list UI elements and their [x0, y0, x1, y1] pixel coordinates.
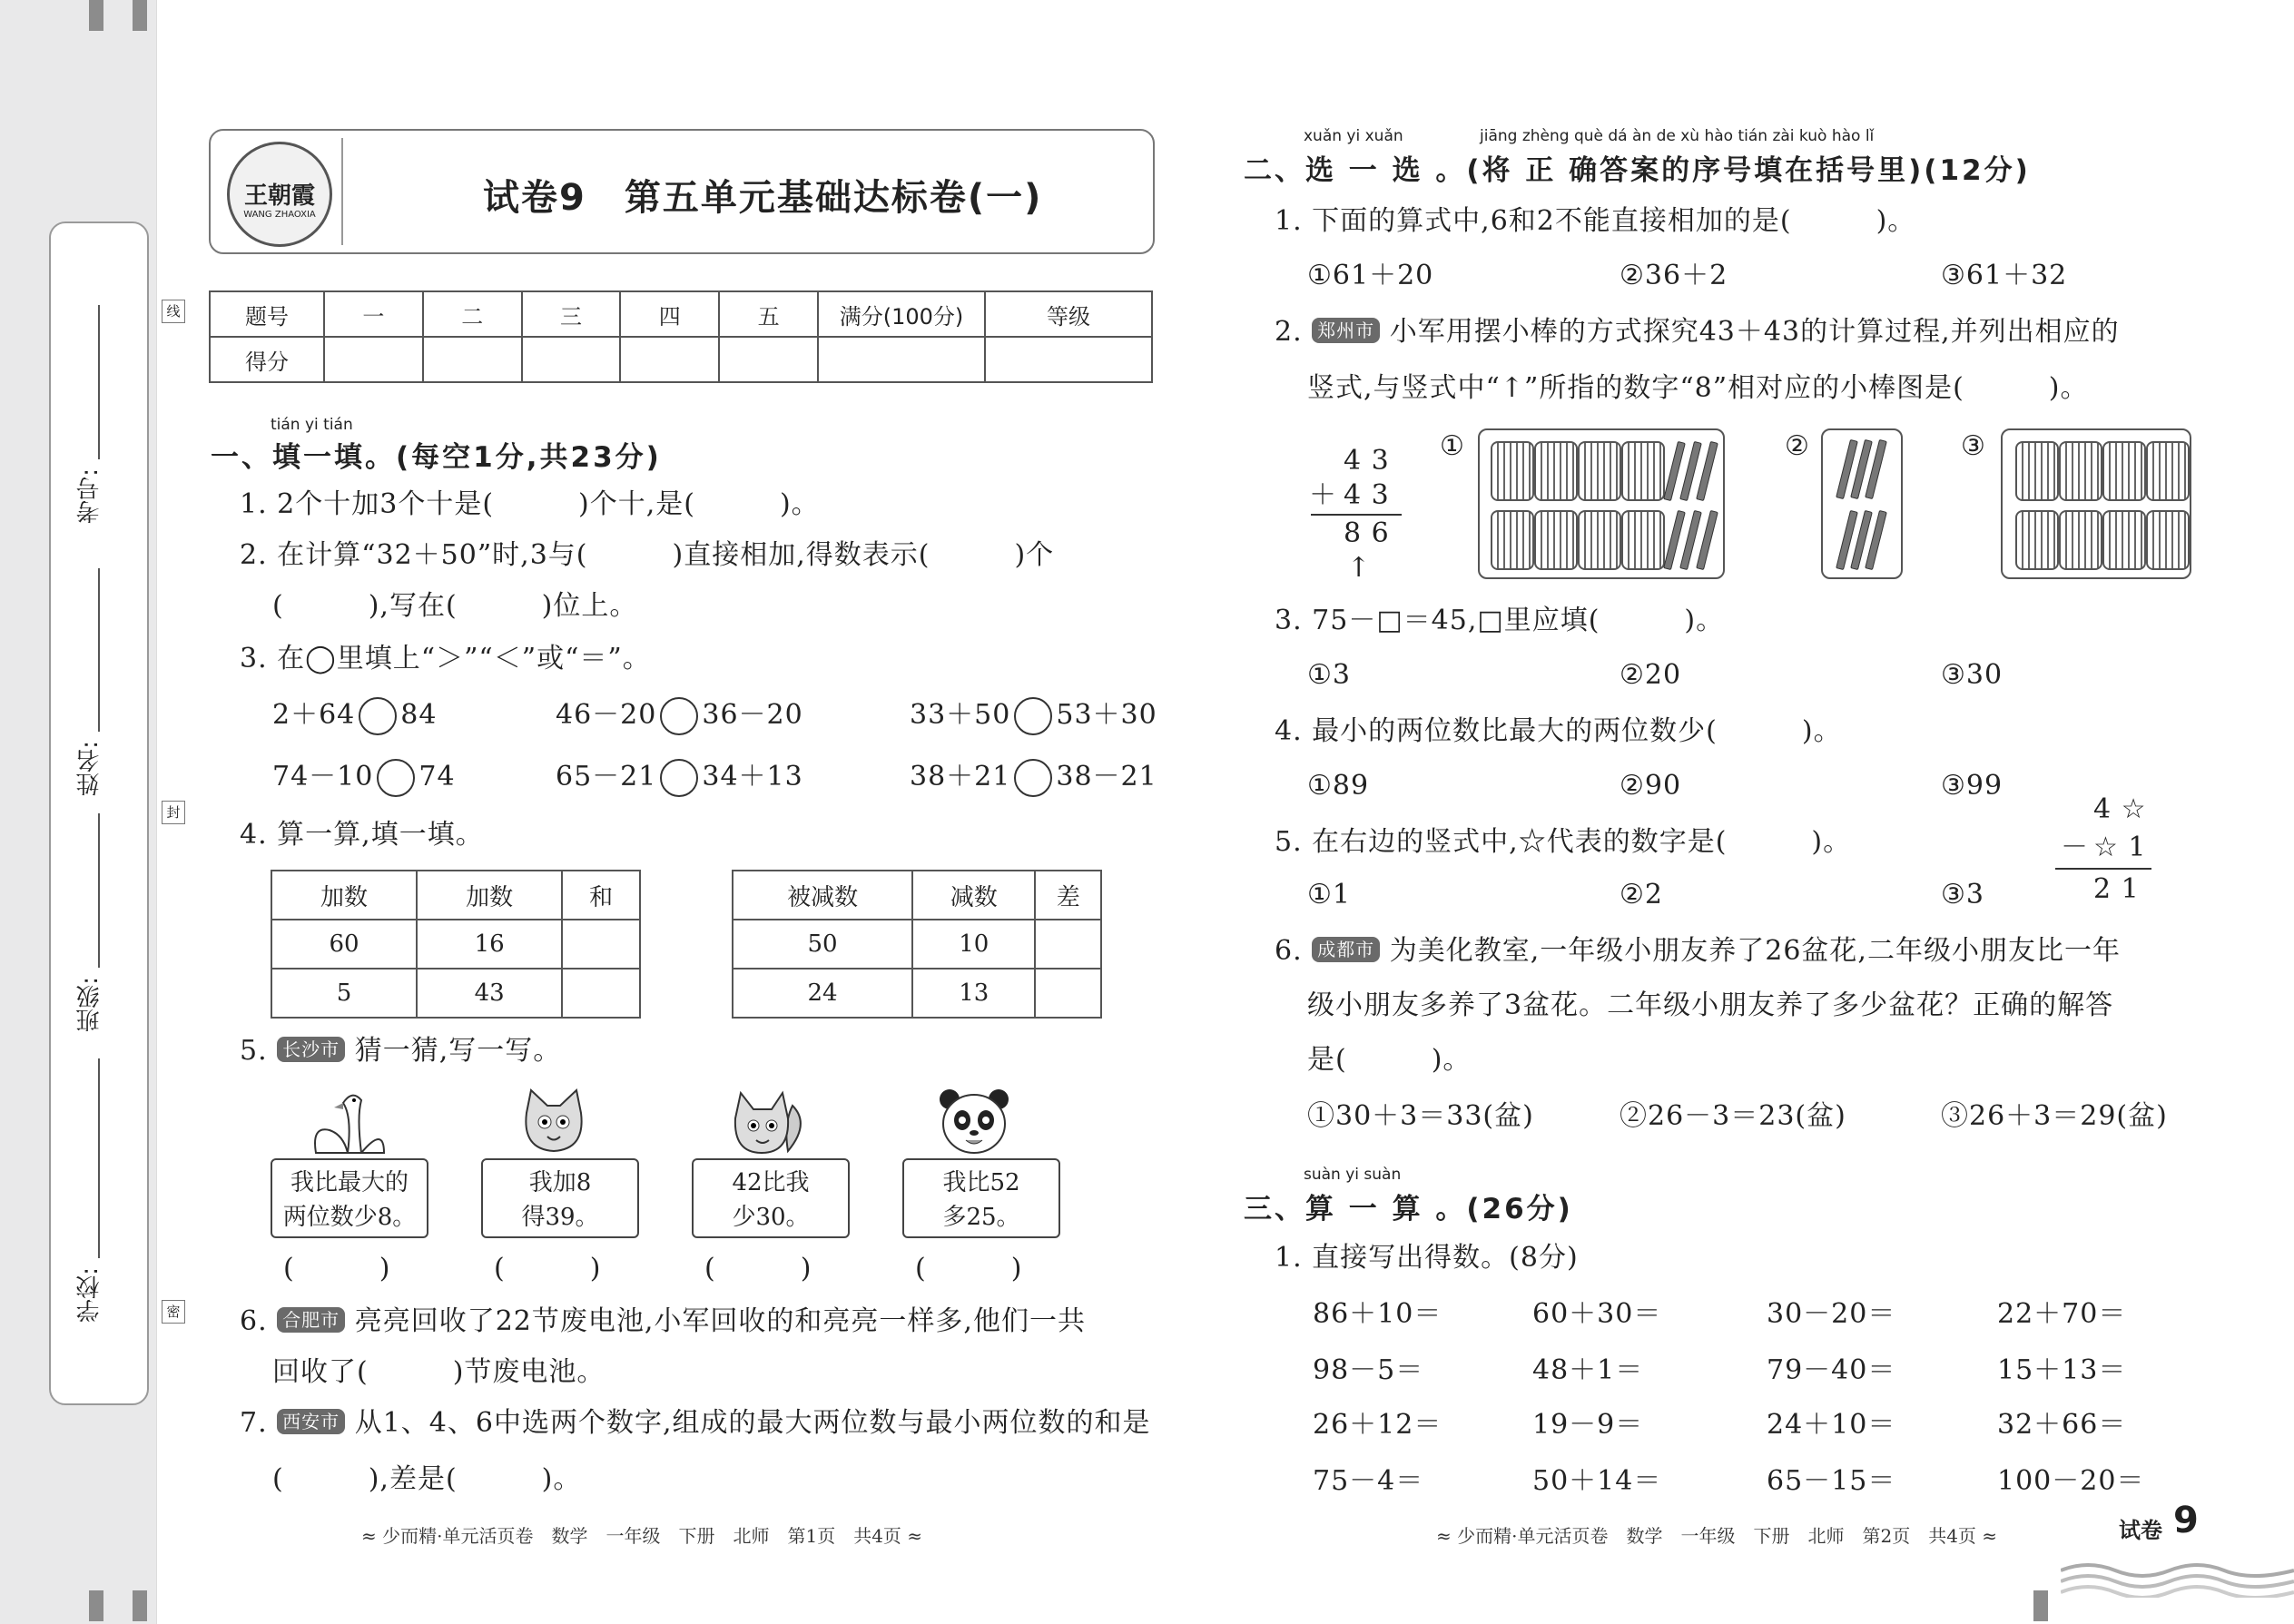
- stick-picture-option-3[interactable]: [2001, 428, 2191, 579]
- table-cell: 43: [417, 969, 562, 1018]
- score-table-score-row: [210, 337, 1152, 382]
- addition-table: [271, 870, 641, 1019]
- compare-circle[interactable]: [377, 759, 415, 797]
- calc-item[interactable]: 50＋14＝: [1532, 1465, 1662, 1497]
- table-header: 加数: [417, 871, 562, 920]
- calc-item[interactable]: 22＋70＝: [1997, 1298, 2127, 1330]
- score-header-cell: 三: [522, 291, 621, 337]
- calc-item[interactable]: 19－9＝: [1532, 1409, 1644, 1441]
- question-2-6-cont: 级小朋友多养了3盆花。二年级小朋友养了多少盆花？正确的解答: [1307, 989, 2114, 1021]
- question-1-3: 3. 在◯里填上“＞”“＜”或“＝”。: [240, 643, 651, 674]
- score-cell[interactable]: [620, 337, 719, 382]
- vertical-sub-result: 2 1: [2093, 873, 2140, 905]
- subtraction-table: [732, 870, 1102, 1019]
- answer-cell[interactable]: [562, 920, 640, 969]
- option[interactable]: ③26＋3＝29(盆): [1941, 1100, 2168, 1132]
- page-footer-left: ≈ 少而精·单元活页卷 数学 一年级 下册 北师 第1页 共4页 ≈: [361, 1525, 923, 1547]
- compare-item: 74－10 74: [272, 759, 456, 797]
- question-2-5: 5. 在右边的竖式中,☆代表的数字是( )。: [1275, 826, 1852, 858]
- score-table-header-row: [210, 291, 1152, 337]
- compare-circle[interactable]: [359, 697, 397, 735]
- option-label[interactable]: ③: [1961, 430, 1986, 462]
- score-header-cell: 五: [719, 291, 818, 337]
- option[interactable]: ③99: [1941, 770, 2004, 802]
- region-tag: 郑州市: [1312, 318, 1380, 343]
- score-cell[interactable]: [423, 337, 522, 382]
- calc-item[interactable]: 60＋30＝: [1532, 1298, 1662, 1330]
- riddle-card: 我比最大的 两位数少8。: [271, 1158, 428, 1238]
- page-footer-right: ≈ 少而精·单元活页卷 数学 一年级 下册 北师 第2页 共4页 ≈: [1436, 1525, 1998, 1547]
- table-cell: 5: [271, 969, 417, 1018]
- riddle-answer-blank[interactable]: ( ): [915, 1253, 1023, 1284]
- riddle-answer-blank[interactable]: ( ): [494, 1253, 602, 1284]
- score-header-cell: 二: [423, 291, 522, 337]
- option[interactable]: ②20: [1620, 659, 1682, 691]
- option[interactable]: ③30: [1941, 659, 2004, 691]
- exam-number-label: 考号:: [76, 468, 103, 524]
- exam-number-line[interactable]: [98, 305, 100, 459]
- question-2-2: 2. 郑州市 小军用摆小棒的方式探究43＋43的计算过程,并列出相应的: [1275, 316, 2120, 348]
- class-label: 班级:: [76, 977, 103, 1032]
- riddle-answer-blank[interactable]: ( ): [283, 1253, 391, 1284]
- table-cell: 13: [912, 969, 1035, 1018]
- question-1-4: 4. 算一算,填一填。: [240, 819, 484, 851]
- question-2-6: 6. 成都市 为美化教室,一年级小朋友养了26盆花,二年级小朋友比一年: [1275, 935, 2121, 967]
- calc-item[interactable]: 65－15＝: [1767, 1465, 1896, 1497]
- section3-title: 三、算 一 算 。(26分): [1244, 1193, 1573, 1225]
- cut-mark-seal: 封: [162, 801, 185, 824]
- question-2-3: 3. 75－□＝45,□里应填( )。: [1275, 605, 1725, 636]
- answer-cell[interactable]: [562, 969, 640, 1018]
- score-header-cell: 满分(100分): [818, 291, 985, 337]
- score-row-label: 得分: [210, 337, 324, 382]
- calc-item[interactable]: 75－4＝: [1313, 1465, 1424, 1497]
- compare-item: 46－20 36－20: [556, 697, 803, 735]
- table-cell: 10: [912, 920, 1035, 969]
- section2-title: 二、选 一 选 。(将 正 确答案的序号填在括号里)(12分): [1244, 154, 2031, 187]
- section2-pinyin-2: jiāng zhèng què dá àn de xù hào tián zài kuò hào lǐ: [1480, 127, 1875, 145]
- option[interactable]: ③3: [1941, 879, 1984, 910]
- table-header: 差: [1035, 871, 1101, 920]
- section3-pinyin: suàn yi suàn: [1304, 1166, 1402, 1184]
- score-cell[interactable]: [818, 337, 985, 382]
- calc-item[interactable]: 100－20＝: [1997, 1465, 2145, 1497]
- riddle-answer-blank[interactable]: ( ): [704, 1253, 812, 1284]
- vertical-add-op: ＋: [1309, 479, 1337, 511]
- stick-picture-option-2[interactable]: [1821, 428, 1903, 579]
- score-table: [209, 290, 1153, 383]
- table-cell: 50: [733, 920, 912, 969]
- name-label: 姓名:: [76, 741, 103, 796]
- vertical-add-row1: 4 3: [1344, 445, 1390, 477]
- option-label[interactable]: ②: [1785, 430, 1810, 462]
- binding-tick: [89, 0, 103, 31]
- compare-item: 33＋50 53＋30: [910, 697, 1157, 735]
- question-1-2: 2. 在计算“32＋50”时,3与( )直接相加,得数表示( )个: [240, 539, 1055, 571]
- question-1-7-cont: ( ),差是( )。: [272, 1463, 582, 1495]
- vertical-sub-row2: ☆ 1: [2093, 832, 2147, 863]
- question-2-2-cont: 竖式,与竖式中“↑”所指的数字“8”相对应的小棒图是( )。: [1307, 372, 2089, 404]
- question-1-6: 6. 合肥市 亮亮回收了22节废电池,小军回收的和亮亮一样多,他们一共: [240, 1305, 1086, 1337]
- calc-item[interactable]: 79－40＝: [1767, 1354, 1896, 1386]
- compare-circle[interactable]: [660, 697, 698, 735]
- binding-tick: [133, 1590, 147, 1621]
- brand-logo: [227, 142, 332, 247]
- region-tag: 合肥市: [277, 1307, 345, 1333]
- vertical-sub-line: [2055, 868, 2151, 870]
- cut-mark-line: 线: [162, 300, 185, 323]
- score-header-cell: 四: [620, 291, 719, 337]
- logo-text: 王朝霞: [243, 182, 315, 210]
- option[interactable]: ②36＋2: [1620, 260, 1728, 291]
- option[interactable]: ②90: [1620, 770, 1682, 802]
- cat-icon: [513, 1086, 595, 1158]
- table-cell: 60: [271, 920, 417, 969]
- name-line[interactable]: [98, 568, 100, 732]
- corner-number: 9: [2170, 1500, 2202, 1541]
- question-1-5: 5. 长沙市 猜一猜,写一写。: [240, 1035, 562, 1067]
- table-header: 被减数: [733, 871, 912, 920]
- compare-circle[interactable]: [660, 759, 698, 797]
- score-cell[interactable]: [985, 337, 1152, 382]
- calc-item[interactable]: 26＋12＝: [1313, 1409, 1442, 1441]
- corner-label: 试卷: [2115, 1512, 2166, 1544]
- compare-circle[interactable]: [1014, 697, 1052, 735]
- vertical-sub-op: －: [2061, 832, 2089, 863]
- option[interactable]: ③61＋32: [1941, 260, 2068, 291]
- calc-item[interactable]: 98－5＝: [1313, 1354, 1424, 1386]
- stick-picture-option-1[interactable]: [1478, 428, 1725, 579]
- swan-icon: [307, 1089, 389, 1162]
- answer-cell[interactable]: [1035, 969, 1101, 1018]
- score-cell[interactable]: [522, 337, 621, 382]
- option[interactable]: ①61＋20: [1307, 260, 1434, 291]
- compare-circle[interactable]: [1014, 759, 1052, 797]
- riddle-card: 我加8 得39。: [481, 1158, 639, 1238]
- question-2-4: 4. 最小的两位数比最大的两位数少( )。: [1275, 715, 1842, 747]
- section2-pinyin: xuǎn yi xuǎn: [1304, 127, 1403, 145]
- option-label[interactable]: ①: [1440, 430, 1465, 462]
- calc-item[interactable]: 24＋10＝: [1767, 1409, 1896, 1441]
- vertical-sub-row1: 4 ☆: [2093, 793, 2147, 825]
- question-1-1: 1. 2个十加3个十是( )个十,是( )。: [240, 488, 820, 520]
- option[interactable]: ①30＋3＝33(盆): [1307, 1100, 1534, 1132]
- student-info-box: [49, 221, 149, 1405]
- section1-title: 一、填一填。(每空1分,共23分): [211, 441, 662, 474]
- calc-item[interactable]: 48＋1＝: [1532, 1354, 1644, 1386]
- score-header-cell: 一: [324, 291, 423, 337]
- table-cell: 16: [417, 920, 562, 969]
- compare-item: 65－21 34＋13: [556, 759, 803, 797]
- table-header: 和: [562, 871, 640, 920]
- wave-decoration: [2061, 1543, 2294, 1598]
- calc-item[interactable]: 30－20＝: [1767, 1298, 1896, 1330]
- binding-tick: [133, 0, 147, 31]
- question-1-2-cont: ( ),写在( )位上。: [272, 590, 638, 622]
- region-tag: 成都市: [1312, 937, 1380, 962]
- riddle-card: 42比我 少30。: [692, 1158, 850, 1238]
- question-2-6-cont: 是( )。: [1307, 1044, 1472, 1076]
- school-label: 学校:: [76, 1267, 103, 1323]
- option[interactable]: ①3: [1307, 659, 1351, 691]
- calc-item[interactable]: 86＋10＝: [1313, 1298, 1442, 1330]
- calc-item[interactable]: 32＋66＝: [1997, 1409, 2127, 1441]
- up-arrow-icon: ↑: [1347, 552, 1372, 584]
- question-2-1: 1. 下面的算式中,6和2不能直接相加的是( )。: [1275, 205, 1916, 237]
- vertical-add-result: 8 6: [1344, 517, 1390, 549]
- compare-item: 2＋64 84: [272, 697, 437, 735]
- option[interactable]: ②2: [1620, 879, 1663, 910]
- table-header: 减数: [912, 871, 1035, 920]
- riddle-card: 我比52 多25。: [902, 1158, 1060, 1238]
- table-cell: 24: [733, 969, 912, 1018]
- vertical-add-row2: 4 3: [1344, 479, 1390, 511]
- score-header-cell: 等级: [985, 291, 1152, 337]
- region-tag: 长沙市: [277, 1037, 345, 1062]
- school-line[interactable]: [98, 1058, 100, 1258]
- section1-pinyin: tián yi tián: [271, 416, 353, 434]
- binding-tick: [2033, 1590, 2048, 1621]
- question-1-6-cont: 回收了( )节废电池。: [272, 1356, 605, 1388]
- option[interactable]: ①1: [1307, 879, 1351, 910]
- question-3-1: 1. 直接写出得数。(8分): [1275, 1242, 1579, 1274]
- cut-mark-secret: 密: [162, 1300, 185, 1324]
- score-cell[interactable]: [719, 337, 818, 382]
- page-title: 试卷9 第五单元基础达标卷(一): [483, 177, 1043, 219]
- binding-tick: [89, 1590, 103, 1621]
- option[interactable]: ②26－3＝23(盆): [1620, 1100, 1846, 1132]
- answer-cell[interactable]: [1035, 920, 1101, 969]
- calc-item[interactable]: 15＋13＝: [1997, 1354, 2127, 1386]
- exam-header: [209, 129, 1155, 254]
- score-header-cell: 题号: [210, 291, 324, 337]
- option[interactable]: ①89: [1307, 770, 1370, 802]
- squirrel-icon: [724, 1088, 806, 1160]
- region-tag: 西安市: [277, 1409, 345, 1434]
- panda-icon: [933, 1086, 1015, 1158]
- score-cell[interactable]: [324, 337, 423, 382]
- table-header: 加数: [271, 871, 417, 920]
- question-1-7: 7. 西安市 从1、4、6中选两个数字,组成的最大两位数与最小两位数的和是: [240, 1407, 1151, 1439]
- logo-subtext: WANG ZHAOXIA: [243, 210, 316, 220]
- class-line[interactable]: [98, 813, 100, 968]
- compare-item: 38＋21 38－21: [910, 759, 1157, 797]
- header-divider: [341, 138, 343, 245]
